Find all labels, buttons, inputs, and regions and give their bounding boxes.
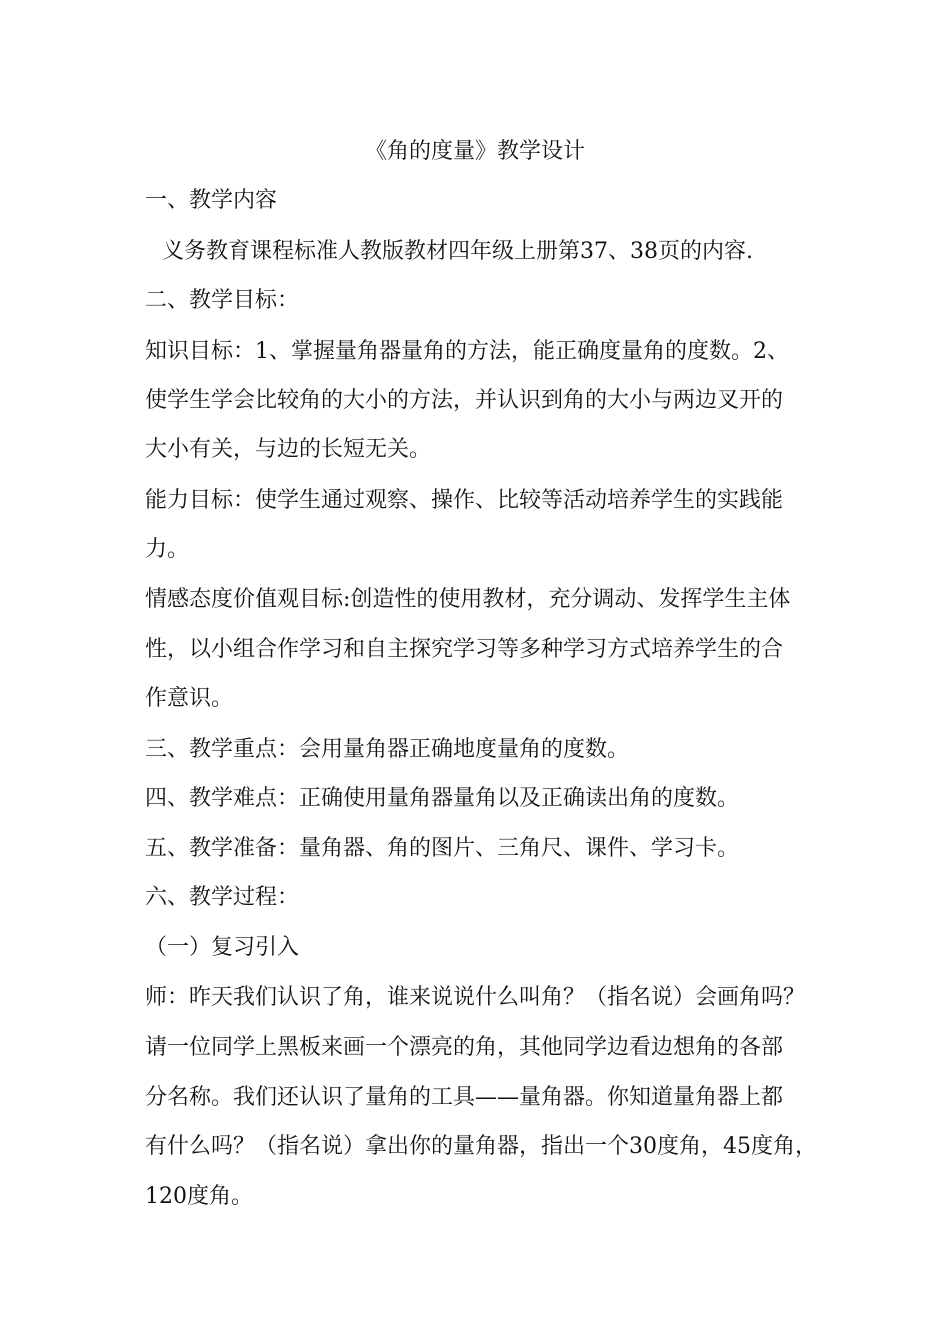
paragraph-line: 性，以小组合作学习和自主探究学习等多种学习方式培养学生的合 xyxy=(145,637,784,662)
section-heading-focus: 三、教学重点：会用量角器正确地度量角的度数。 xyxy=(145,737,630,762)
paragraph-line: 情感态度价值观目标:创造性的使用教材，充分调动、发挥学生主体 xyxy=(145,587,791,612)
paragraph-line: 力。 xyxy=(145,537,190,562)
paragraph-line: 知识目标：1、掌握量角器量角的方法，能正确度量角的度数。2、 xyxy=(145,339,789,364)
section-heading-content: 一、教学内容 xyxy=(145,188,278,213)
section-heading-difficulty: 四、教学难点：正确使用量角器量角以及正确读出角的度数。 xyxy=(145,786,740,811)
paragraph-line: 分名称。我们还认识了量角的工具——量角器。你知道量角器上都 xyxy=(145,1085,784,1110)
paragraph-line: 能力目标：使学生通过观察、操作、比较等活动培养学生的实践能 xyxy=(145,488,784,513)
subsection-heading: （一）复习引入 xyxy=(145,935,300,960)
paragraph-line: 义务教育课程标准人教版教材四年级上册第37、38页的内容. xyxy=(148,239,753,264)
paragraph-line: 使学生学会比较角的大小的方法，并认识到角的大小与两边叉开的 xyxy=(145,388,784,413)
section-heading-goals: 二、教学目标： xyxy=(145,288,300,313)
paragraph-line: 有什么吗？（指名说）拿出你的量角器，指出一个30度角，45度角， xyxy=(145,1134,817,1159)
paragraph-line: 大小有关，与边的长短无关。 xyxy=(145,437,432,462)
paragraph-line: 请一位同学上黑板来画一个漂亮的角，其他同学边看边想角的各部 xyxy=(145,1035,784,1060)
paragraph-line: 作意识。 xyxy=(145,686,234,711)
document-title: 《角的度量》教学设计 xyxy=(364,139,585,164)
section-heading-process: 六、教学过程： xyxy=(145,885,300,910)
paragraph-line: 120度角。 xyxy=(145,1184,253,1209)
paragraph-line: 师：昨天我们认识了角，谁来说说什么叫角？（指名说）会画角吗？ xyxy=(145,985,806,1010)
section-heading-preparation: 五、教学准备：量角器、角的图片、三角尺、课件、学习卡。 xyxy=(145,836,740,861)
